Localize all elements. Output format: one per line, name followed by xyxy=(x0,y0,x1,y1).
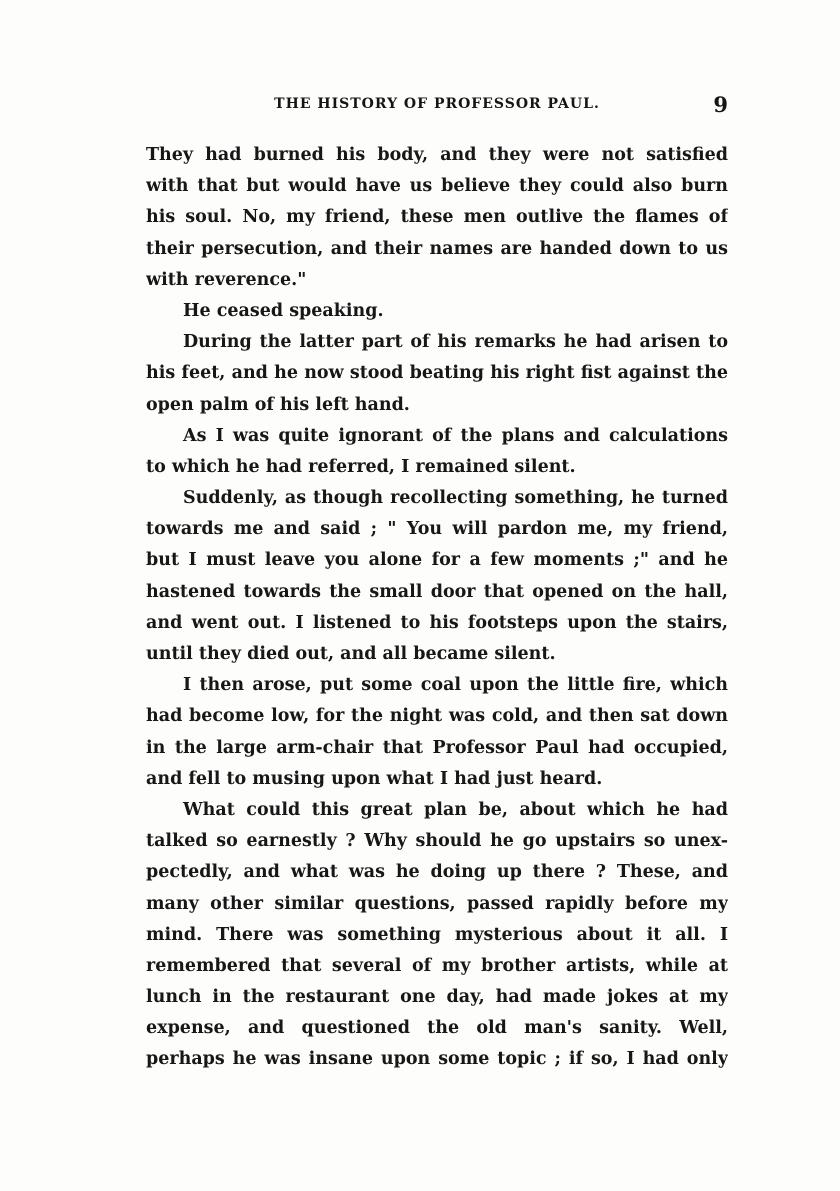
text-line: and fell to musing upon what I had just heard. xyxy=(146,768,603,789)
text-line: Suddenly, as though recollecting something, he turned xyxy=(183,488,728,509)
text-line: hastened towards the small door that opened on the hall, xyxy=(146,581,728,602)
text-line: I then arose, put some coal upon the little fire, which xyxy=(183,675,728,696)
text-line: perhaps he was insane upon some topic ; if so, I had only xyxy=(146,1049,728,1070)
text-line: open palm of his left hand. xyxy=(146,394,410,415)
text-line: their persecution, and their names are handed down to us xyxy=(146,238,728,259)
text-line: towards me and said ; " You will pardon me, my friend, xyxy=(146,519,728,540)
text-line: remembered that several of my brother artists, while at xyxy=(146,955,728,976)
text-line: What could this great plan be, about which he had xyxy=(183,799,728,820)
text-line: As I was quite ignorant of the plans and calculations xyxy=(183,425,728,446)
body-text xyxy=(146,140,728,1076)
text-line: mind. There was something mysterious about it all. I xyxy=(146,924,728,945)
text-line: expense, and questioned the old man's sanity. Well, xyxy=(146,1018,728,1039)
text-line: talked so earnestly ? Why should he go upstairs so unex- xyxy=(146,831,728,852)
text-line: They had burned his body, and they were not satisfied xyxy=(146,145,728,165)
text-line: with that but would have us believe they could also burn xyxy=(146,176,728,197)
text-line: with reverence." xyxy=(146,269,307,290)
text-line: He ceased speaking. xyxy=(183,300,384,321)
text-line: and went out. I listened to his footsteps upon the stairs, xyxy=(146,612,728,633)
text-line: his feet, and he now stood beating his right fist against the xyxy=(146,363,728,384)
page-header xyxy=(146,92,728,122)
text-line: in the large arm-chair that Professor Paul had occupied, xyxy=(146,737,728,758)
text-line: but I must leave you alone for a few moments ;" and he xyxy=(146,550,728,571)
text-line: many other similar questions, passed rapidly before my xyxy=(146,893,728,914)
text-line: lunch in the restaurant one day, had made jokes at my xyxy=(146,987,728,1008)
text-line: until they died out, and all became silent. xyxy=(146,644,556,664)
text-line: to which he had referred, I remained silent. xyxy=(146,456,576,477)
text-line: pectedly, and what was he doing up there ? These, and xyxy=(146,862,728,883)
page-number: 9 xyxy=(713,92,728,117)
text-line: had become low, for the night was cold, and then sat down xyxy=(146,706,728,727)
running-title: THE HISTORY OF PROFESSOR PAUL. xyxy=(274,96,600,112)
text-line: During the latter part of his remarks he had arisen to xyxy=(183,332,728,353)
text-line: his soul. No, my friend, these men outlive the flames of xyxy=(146,207,728,228)
